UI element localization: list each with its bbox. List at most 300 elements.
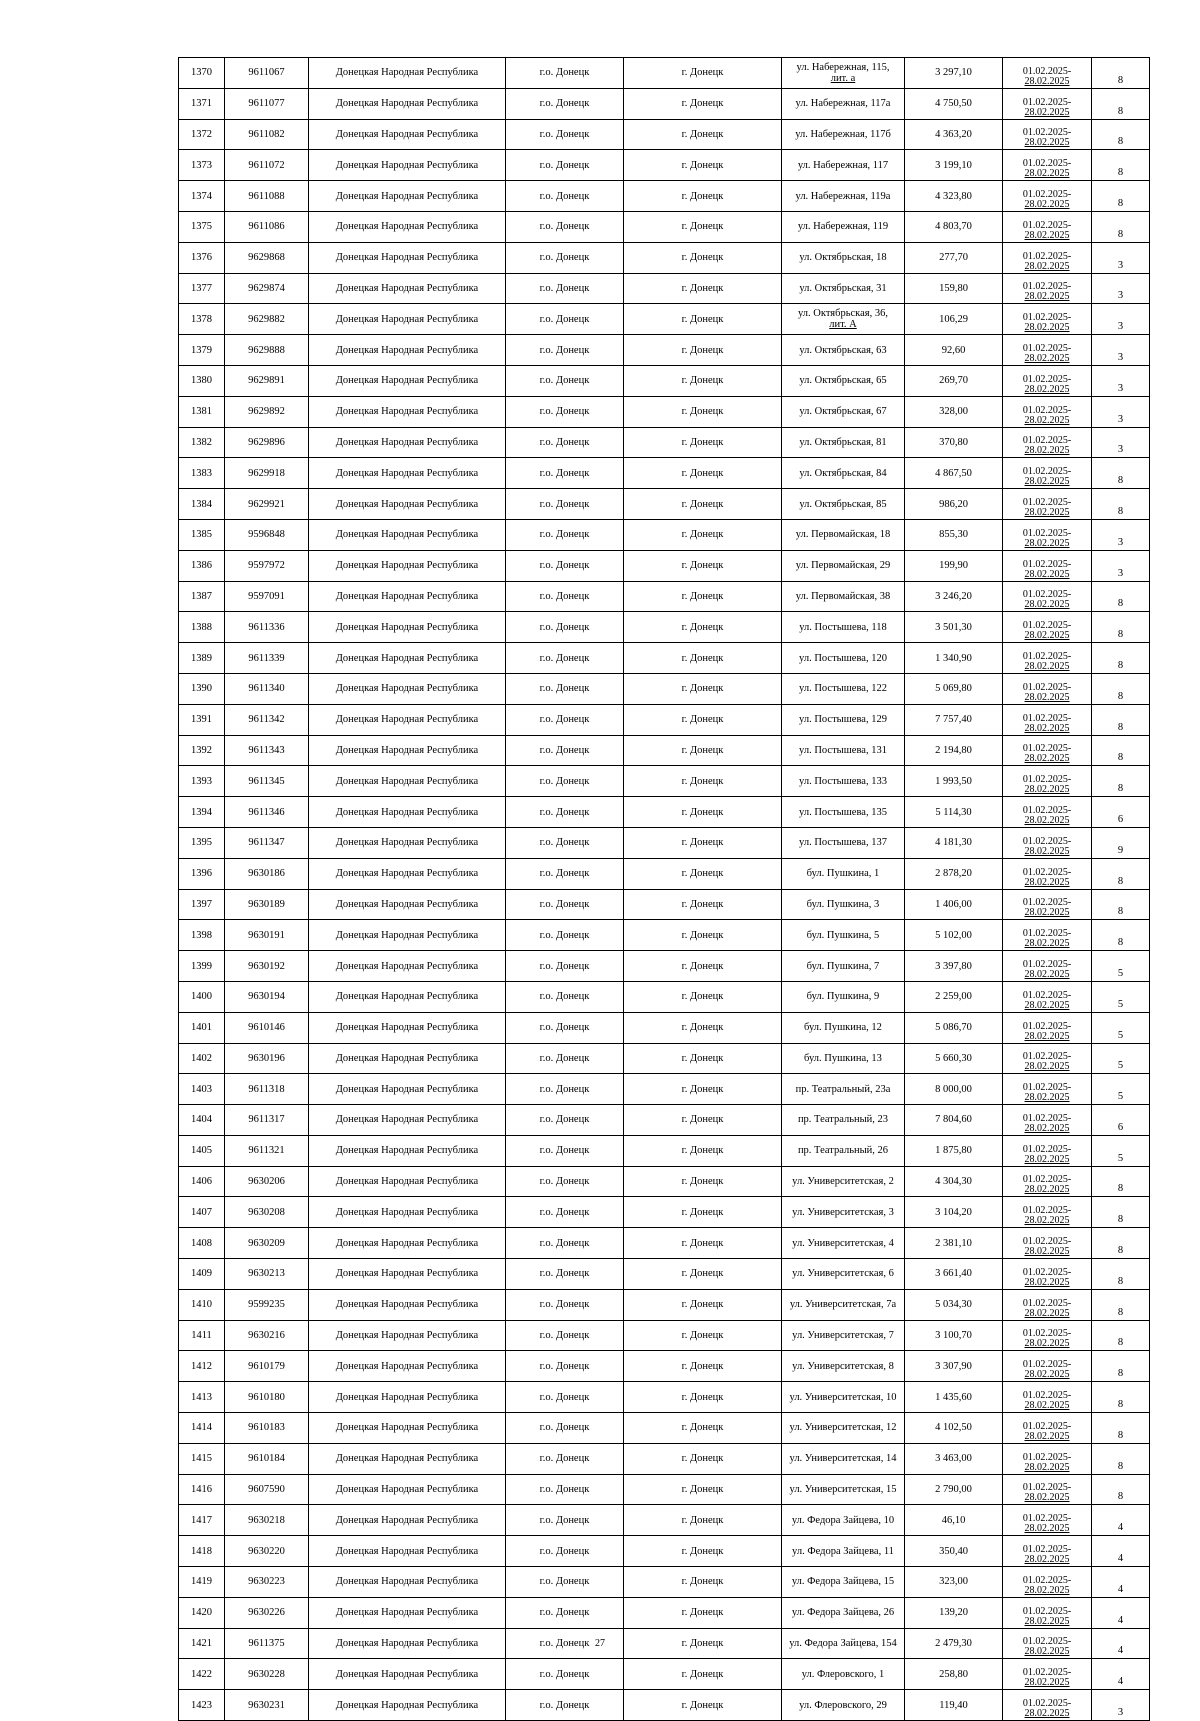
object-code-cell: 9630194 (225, 981, 309, 1012)
address-text: ул. Университетская, 6 (792, 1268, 894, 1280)
district-cell: г.о. Донецк (506, 920, 624, 951)
address-sub-text: лит. А (829, 319, 857, 331)
city-cell: г. Донецк (624, 1351, 782, 1382)
region-cell: Донецкая Народная Республика (309, 1043, 506, 1074)
table-row (179, 458, 1150, 489)
object-code-cell: 9630223 (225, 1567, 309, 1598)
period-from: 01.02.2025- (1022, 1266, 1072, 1278)
period-from: 01.02.2025- (1022, 897, 1072, 909)
period-to: 28.02.2025 (1024, 1276, 1070, 1288)
region-cell: Донецкая Народная Республика (309, 981, 506, 1012)
address-cell (782, 458, 905, 489)
region-cell: Донецкая Народная Республика (309, 1628, 506, 1659)
table-row (179, 1659, 1150, 1690)
table-row (179, 889, 1150, 920)
area-cell: 3 463,00 (905, 1443, 1003, 1474)
period-from: 01.02.2025- (1022, 219, 1072, 231)
region-cell: Донецкая Народная Республика (309, 458, 506, 489)
period-cell (1003, 489, 1092, 520)
address-cell (782, 704, 905, 735)
region-cell: Донецкая Народная Республика (309, 1228, 506, 1259)
period-cell (1003, 951, 1092, 982)
city-cell: г. Донецк (624, 951, 782, 982)
area-cell: 5 069,80 (905, 673, 1003, 704)
table-row (179, 581, 1150, 612)
table-row (179, 150, 1150, 181)
address-text: ул. Первомайская, 18 (795, 529, 891, 541)
period-from: 01.02.2025- (1022, 1636, 1072, 1648)
address-text: бул. Пушкина, 7 (806, 960, 880, 972)
period-cell (1003, 612, 1092, 643)
district-cell: г.о. Донецк (506, 981, 624, 1012)
region-cell: Донецкая Народная Республика (309, 211, 506, 242)
area-cell: 4 304,30 (905, 1166, 1003, 1197)
district-cell: г.о. Донецк (506, 1197, 624, 1228)
table-row (179, 735, 1150, 766)
period-from: 01.02.2025- (1022, 1205, 1072, 1217)
period-cell (1003, 1074, 1092, 1105)
class-cell: 8 (1092, 1320, 1150, 1351)
region-cell: Донецкая Народная Республика (309, 1505, 506, 1536)
address-cell (782, 519, 905, 550)
period-to: 28.02.2025 (1024, 137, 1070, 149)
period-to: 28.02.2025 (1024, 1030, 1070, 1042)
class-cell: 3 (1092, 427, 1150, 458)
city-cell: г. Донецк (624, 1597, 782, 1628)
period-to: 28.02.2025 (1024, 1215, 1070, 1227)
object-code-cell: 9630196 (225, 1043, 309, 1074)
address-text: ул. Набережная, 119 (797, 221, 889, 233)
class-cell: 3 (1092, 550, 1150, 581)
address-text: ул. Октябрьская, 81 (799, 436, 887, 448)
city-cell: г. Донецк (624, 1320, 782, 1351)
period-cell (1003, 1259, 1092, 1290)
period-from: 01.02.2025- (1022, 620, 1072, 632)
address-text: ул. Постышева, 122 (799, 683, 887, 695)
row-number-cell: 1381 (179, 396, 225, 427)
object-code-cell: 9607590 (225, 1474, 309, 1505)
address-cell (782, 119, 905, 150)
region-cell: Донецкая Народная Республика (309, 1382, 506, 1413)
period-from: 01.02.2025- (1022, 1328, 1072, 1340)
region-cell: Донецкая Народная Республика (309, 304, 506, 335)
table-row (179, 1074, 1150, 1105)
period-from: 01.02.2025- (1022, 928, 1072, 940)
region-cell: Донецкая Народная Республика (309, 735, 506, 766)
address-cell (782, 1135, 905, 1166)
object-code-cell: 9630192 (225, 951, 309, 982)
district-cell: г.о. Донецк (506, 1105, 624, 1136)
area-cell: 3 100,70 (905, 1320, 1003, 1351)
district-cell: г.о. Донецк (506, 1382, 624, 1413)
city-cell: г. Донецк (624, 1413, 782, 1444)
class-cell: 8 (1092, 920, 1150, 951)
area-cell: 92,60 (905, 335, 1003, 366)
table-row (179, 489, 1150, 520)
table-row (179, 242, 1150, 273)
table-row (179, 1105, 1150, 1136)
address-cell (782, 643, 905, 674)
city-cell: г. Донецк (624, 396, 782, 427)
region-cell: Донецкая Народная Республика (309, 1105, 506, 1136)
city-cell: г. Донецк (624, 181, 782, 212)
row-number-cell: 1418 (179, 1536, 225, 1567)
district-cell: г.о. Донецк (506, 1074, 624, 1105)
period-to: 28.02.2025 (1024, 1092, 1070, 1104)
period-cell (1003, 1351, 1092, 1382)
object-code-cell: 9630231 (225, 1690, 309, 1721)
address-cell (782, 797, 905, 828)
period-to: 28.02.2025 (1024, 1646, 1070, 1658)
object-code-cell: 9611318 (225, 1074, 309, 1105)
district-cell: г.о. Донецк (506, 612, 624, 643)
city-cell: г. Донецк (624, 58, 782, 89)
period-to: 28.02.2025 (1024, 352, 1070, 364)
region-cell: Донецкая Народная Республика (309, 181, 506, 212)
period-from: 01.02.2025- (1022, 866, 1072, 878)
address-cell (782, 1320, 905, 1351)
period-cell (1003, 1505, 1092, 1536)
object-code-cell: 9611339 (225, 643, 309, 674)
class-cell: 4 (1092, 1628, 1150, 1659)
period-to: 28.02.2025 (1024, 968, 1070, 980)
area-cell: 2 381,10 (905, 1228, 1003, 1259)
class-cell: 5 (1092, 1074, 1150, 1105)
address-text: ул. Федора Зайцева, 15 (791, 1576, 895, 1588)
city-cell: г. Донецк (624, 335, 782, 366)
address-cell (782, 1536, 905, 1567)
table-row (179, 951, 1150, 982)
period-cell (1003, 1105, 1092, 1136)
address-cell (782, 1259, 905, 1290)
address-cell (782, 1505, 905, 1536)
address-cell (782, 1074, 905, 1105)
district-cell: г.о. Донецк (506, 797, 624, 828)
district-cell: г.о. Донецк (506, 458, 624, 489)
address-cell (782, 489, 905, 520)
area-cell: 2 790,00 (905, 1474, 1003, 1505)
period-to: 28.02.2025 (1024, 568, 1070, 580)
area-cell: 328,00 (905, 396, 1003, 427)
period-to: 28.02.2025 (1024, 1430, 1070, 1442)
address-text: бул. Пушкина, 5 (806, 929, 880, 941)
address-text: бул. Пушкина, 3 (806, 898, 880, 910)
row-number-cell: 1414 (179, 1413, 225, 1444)
period-from: 01.02.2025- (1022, 1667, 1072, 1679)
class-cell: 3 (1092, 519, 1150, 550)
address-text: ул. Набережная, 117а (795, 98, 891, 110)
address-text: ул. Постышева, 120 (799, 652, 887, 664)
period-cell (1003, 1012, 1092, 1043)
period-cell (1003, 1690, 1092, 1721)
period-from: 01.02.2025- (1022, 1574, 1072, 1586)
city-cell: г. Донецк (624, 119, 782, 150)
region-cell: Донецкая Народная Республика (309, 643, 506, 674)
area-cell: 1 993,50 (905, 766, 1003, 797)
object-code-cell: 9611067 (225, 58, 309, 89)
period-from: 01.02.2025- (1022, 958, 1072, 970)
address-cell (782, 1567, 905, 1598)
address-cell (782, 1351, 905, 1382)
table-row (179, 827, 1150, 858)
address-cell (782, 827, 905, 858)
area-cell: 4 323,80 (905, 181, 1003, 212)
address-cell (782, 1289, 905, 1320)
address-cell (782, 673, 905, 704)
address-text: ул. Университетская, 14 (789, 1453, 897, 1465)
area-cell: 7 757,40 (905, 704, 1003, 735)
address-text: ул. Октябрьская, 65 (799, 375, 887, 387)
area-cell: 1 435,60 (905, 1382, 1003, 1413)
object-code-cell: 9630216 (225, 1320, 309, 1351)
object-code-cell: 9611321 (225, 1135, 309, 1166)
period-to: 28.02.2025 (1024, 168, 1070, 180)
table-row (179, 335, 1150, 366)
region-cell: Донецкая Народная Республика (309, 119, 506, 150)
period-from: 01.02.2025- (1022, 1020, 1072, 1032)
class-cell: 8 (1092, 1413, 1150, 1444)
row-number-cell: 1406 (179, 1166, 225, 1197)
address-text: ул. Набережная, 117б (795, 128, 891, 140)
class-cell: 3 (1092, 335, 1150, 366)
class-cell: 8 (1092, 489, 1150, 520)
period-from: 01.02.2025- (1022, 1451, 1072, 1463)
period-from: 01.02.2025- (1022, 373, 1072, 385)
period-to: 28.02.2025 (1024, 414, 1070, 426)
table-row (179, 119, 1150, 150)
area-cell: 8 000,00 (905, 1074, 1003, 1105)
area-cell: 46,10 (905, 1505, 1003, 1536)
address-text: ул. Университетская, 8 (792, 1360, 894, 1372)
period-cell (1003, 1166, 1092, 1197)
row-number-cell: 1399 (179, 951, 225, 982)
city-cell: г. Донецк (624, 273, 782, 304)
table-row (179, 396, 1150, 427)
area-cell: 370,80 (905, 427, 1003, 458)
table-row (179, 58, 1150, 89)
row-number-cell: 1421 (179, 1628, 225, 1659)
object-code-cell: 9611088 (225, 181, 309, 212)
area-cell: 1 406,00 (905, 889, 1003, 920)
city-cell: г. Донецк (624, 550, 782, 581)
period-from: 01.02.2025- (1022, 1420, 1072, 1432)
city-cell: г. Донецк (624, 489, 782, 520)
class-cell: 8 (1092, 612, 1150, 643)
city-cell: г. Донецк (624, 1382, 782, 1413)
object-code-cell: 9611336 (225, 612, 309, 643)
period-cell (1003, 58, 1092, 89)
period-cell (1003, 519, 1092, 550)
region-cell: Донецкая Народная Республика (309, 673, 506, 704)
address-text: ул. Первомайская, 38 (795, 590, 891, 602)
district-cell: г.о. Донецк (506, 1628, 624, 1659)
period-cell (1003, 1474, 1092, 1505)
region-cell: Донецкая Народная Республика (309, 766, 506, 797)
period-cell (1003, 981, 1092, 1012)
region-cell: Донецкая Народная Республика (309, 1597, 506, 1628)
area-cell: 4 363,20 (905, 119, 1003, 150)
address-cell (782, 365, 905, 396)
city-cell: г. Донецк (624, 673, 782, 704)
region-cell: Донецкая Народная Республика (309, 1012, 506, 1043)
object-code-cell: 9611346 (225, 797, 309, 828)
object-code-cell: 9629882 (225, 304, 309, 335)
class-cell: 4 (1092, 1567, 1150, 1598)
table-row (179, 673, 1150, 704)
city-cell: г. Донецк (624, 1659, 782, 1690)
class-cell: 8 (1092, 1443, 1150, 1474)
region-cell: Донецкая Народная Республика (309, 827, 506, 858)
address-cell (782, 612, 905, 643)
district-cell: г.о. Донецк (506, 1505, 624, 1536)
period-from: 01.02.2025- (1022, 404, 1072, 416)
city-cell: г. Донецк (624, 1012, 782, 1043)
city-cell: г. Донецк (624, 1690, 782, 1721)
address-cell (782, 58, 905, 89)
table-row (179, 427, 1150, 458)
period-to: 28.02.2025 (1024, 1122, 1070, 1134)
address-text: пр. Театральный, 23а (795, 1083, 891, 1095)
area-cell: 1 875,80 (905, 1135, 1003, 1166)
object-code-cell: 9610179 (225, 1351, 309, 1382)
period-cell (1003, 827, 1092, 858)
class-cell: 8 (1092, 1259, 1150, 1290)
address-cell (782, 766, 905, 797)
period-to: 28.02.2025 (1024, 1369, 1070, 1381)
address-cell (782, 181, 905, 212)
object-code-cell: 9597972 (225, 550, 309, 581)
area-cell: 2 259,00 (905, 981, 1003, 1012)
object-code-cell: 9611086 (225, 211, 309, 242)
period-cell (1003, 797, 1092, 828)
district-cell: г.о. Донецк (506, 735, 624, 766)
district-cell: г.о. Донецк (506, 1289, 624, 1320)
district-cell: г.о. Донецк (506, 1690, 624, 1721)
area-cell: 4 803,70 (905, 211, 1003, 242)
period-from: 01.02.2025- (1022, 681, 1072, 693)
region-cell: Донецкая Народная Республика (309, 1659, 506, 1690)
class-cell: 3 (1092, 273, 1150, 304)
district-cell: г.о. Донецк (506, 181, 624, 212)
region-cell: Донецкая Народная Республика (309, 519, 506, 550)
class-cell: 3 (1092, 1690, 1150, 1721)
object-code-cell: 9630186 (225, 858, 309, 889)
city-cell: г. Донецк (624, 1197, 782, 1228)
address-text: ул. Постышева, 131 (799, 744, 887, 756)
row-number-cell: 1409 (179, 1259, 225, 1290)
address-text: ул. Федора Зайцева, 10 (791, 1514, 895, 1526)
address-text: ул. Набережная, 117 (797, 159, 889, 171)
city-cell: г. Донецк (624, 1567, 782, 1598)
object-code-cell: 9610184 (225, 1443, 309, 1474)
period-to: 28.02.2025 (1024, 537, 1070, 549)
registry-table-body (179, 58, 1150, 1721)
period-cell (1003, 1197, 1092, 1228)
period-to: 28.02.2025 (1024, 691, 1070, 703)
address-text: ул. Первомайская, 29 (795, 560, 891, 572)
city-cell: г. Донецк (624, 365, 782, 396)
period-from: 01.02.2025- (1022, 435, 1072, 447)
period-to: 28.02.2025 (1024, 75, 1070, 87)
table-row (179, 1382, 1150, 1413)
address-cell (782, 1443, 905, 1474)
class-cell: 3 (1092, 242, 1150, 273)
district-cell: г.о. Донецк (506, 1443, 624, 1474)
city-cell: г. Донецк (624, 1443, 782, 1474)
area-cell: 119,40 (905, 1690, 1003, 1721)
address-cell (782, 920, 905, 951)
area-cell: 2 479,30 (905, 1628, 1003, 1659)
region-cell: Донецкая Народная Республика (309, 1289, 506, 1320)
city-cell: г. Донецк (624, 920, 782, 951)
row-number-cell: 1398 (179, 920, 225, 951)
class-cell: 8 (1092, 1382, 1150, 1413)
table-row (179, 1567, 1150, 1598)
object-code-cell: 9611375 (225, 1628, 309, 1659)
address-cell (782, 1597, 905, 1628)
district-cell: г.о. Донецк (506, 1351, 624, 1382)
period-from: 01.02.2025- (1022, 558, 1072, 570)
class-cell: 5 (1092, 1135, 1150, 1166)
area-cell: 3 246,20 (905, 581, 1003, 612)
row-number-cell: 1387 (179, 581, 225, 612)
city-cell: г. Донецк (624, 519, 782, 550)
region-cell: Донецкая Народная Республика (309, 365, 506, 396)
object-code-cell: 9630228 (225, 1659, 309, 1690)
district-cell: г.о. Донецк (506, 704, 624, 735)
class-cell: 8 (1092, 581, 1150, 612)
period-cell (1003, 1413, 1092, 1444)
area-cell: 199,90 (905, 550, 1003, 581)
row-number-cell: 1392 (179, 735, 225, 766)
area-cell: 5 034,30 (905, 1289, 1003, 1320)
region-cell: Донецкая Народная Республика (309, 88, 506, 119)
city-cell: г. Донецк (624, 797, 782, 828)
table-row (179, 365, 1150, 396)
period-cell (1003, 889, 1092, 920)
region-cell: Донецкая Народная Республика (309, 489, 506, 520)
region-cell: Донецкая Народная Республика (309, 1074, 506, 1105)
address-text: ул. Октябрьская, 31 (799, 282, 887, 294)
row-number-cell: 1388 (179, 612, 225, 643)
row-number-cell: 1391 (179, 704, 225, 735)
region-cell: Донецкая Народная Республика (309, 396, 506, 427)
object-code-cell: 9630189 (225, 889, 309, 920)
period-from: 01.02.2025- (1022, 188, 1072, 200)
address-cell (782, 1690, 905, 1721)
city-cell: г. Донецк (624, 981, 782, 1012)
city-cell: г. Донецк (624, 643, 782, 674)
class-cell: 8 (1092, 673, 1150, 704)
row-number-cell: 1400 (179, 981, 225, 1012)
address-cell (782, 1043, 905, 1074)
period-from: 01.02.2025- (1022, 835, 1072, 847)
class-cell: 8 (1092, 766, 1150, 797)
address-text: ул. Университетская, 15 (789, 1484, 897, 1496)
class-cell: 9 (1092, 827, 1150, 858)
district-cell: г.о. Донецк (506, 1043, 624, 1074)
period-cell (1003, 858, 1092, 889)
row-number-cell: 1412 (179, 1351, 225, 1382)
district-cell: г.о. Донецк (506, 242, 624, 273)
row-number-cell: 1374 (179, 181, 225, 212)
district-cell: г.о. Донецк (506, 365, 624, 396)
period-from: 01.02.2025- (1022, 1174, 1072, 1186)
period-to: 28.02.2025 (1024, 1523, 1070, 1535)
class-cell: 5 (1092, 1012, 1150, 1043)
row-number-cell: 1415 (179, 1443, 225, 1474)
object-code-cell: 9630209 (225, 1228, 309, 1259)
